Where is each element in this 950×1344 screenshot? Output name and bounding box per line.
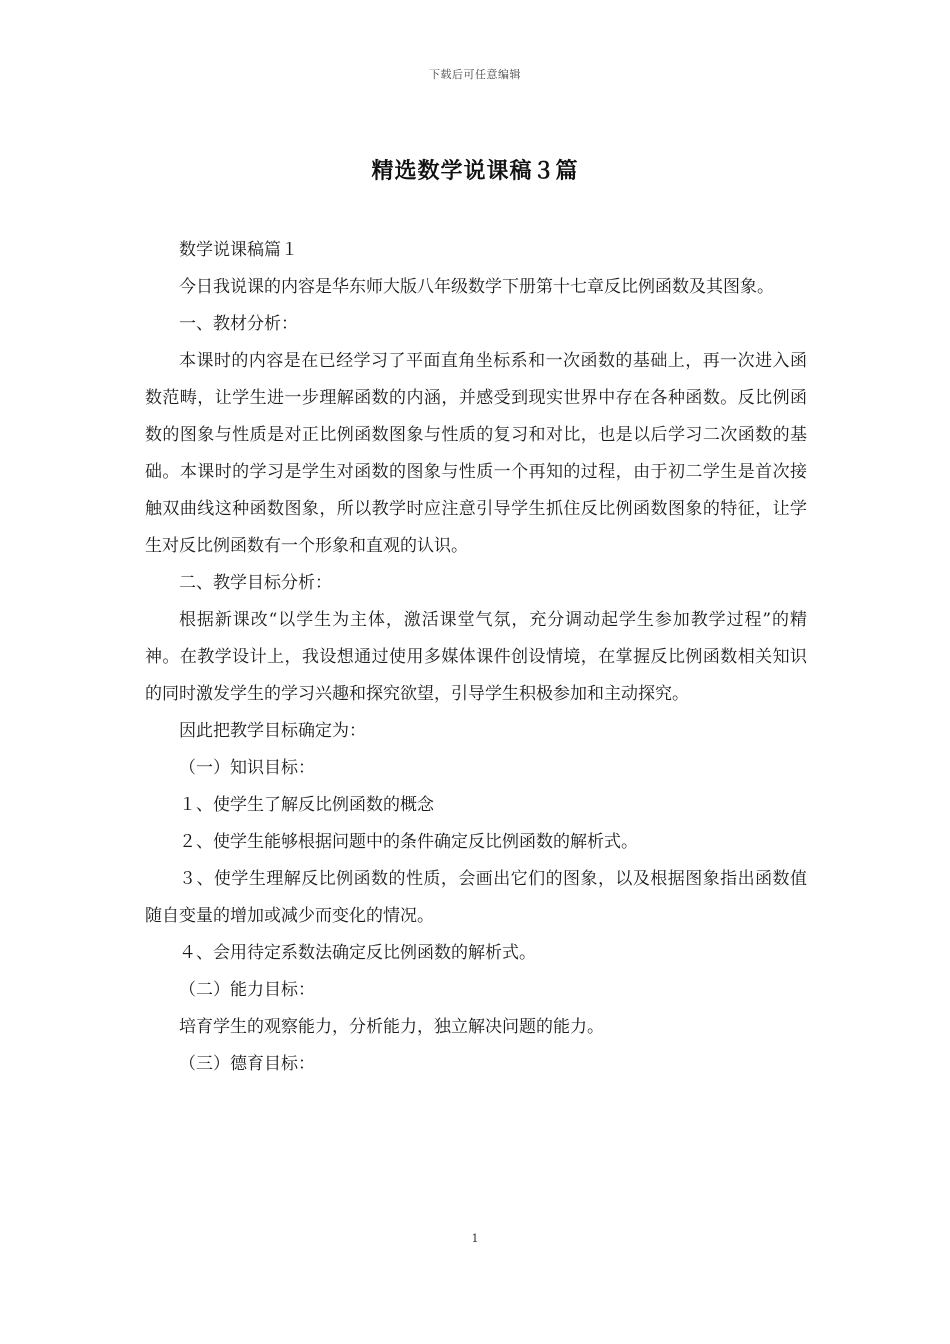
list-item-4: ４、会用待定系数法确定反比例函数的解析式。 (179, 943, 536, 963)
page-header: 下载后可任意编辑 (429, 68, 521, 81)
section-heading-goals: 二、教学目标分析： (179, 573, 332, 593)
list-item-1: １、使学生了解反比例函数的概念 (179, 795, 434, 815)
subheading-moral: （三）德育目标： (179, 1054, 315, 1074)
paragraph-material: 本课时的内容是在已经学习了平面直角坐标系和一次函数的基础上，再一次进入函数范畴，让学生进一步理解函数的内涵，并感受到现实世界中存在各种函数。反比例函数的图象与性质是对正比例函数图象与性质的复习和对比，也是以后学习二次函数的基础。本课时的学习是学生对函数的图象与性质一个再知的过程，由于初二学生是首次接触双曲线这种函数图象，所以教学时应注意引导学生抓住反比例函数图象的特征，让学生对反比例函数有一个形象和直观的认识。 (145, 351, 807, 556)
page-number: 1 (471, 1232, 479, 1245)
subheading-knowledge: （一）知识目标： (179, 758, 315, 778)
paragraph-ability: 培育学生的观察能力，分析能力，独立解决问题的能力。 (179, 1017, 604, 1037)
document-title: 精选数学说课稿３篇 (371, 159, 579, 184)
section-heading-1: 数学说课稿篇１ (179, 240, 298, 260)
paragraph-goals-intro: 因此把教学目标确定为： (179, 721, 366, 741)
list-item-2: ２、使学生能够根据问题中的条件确定反比例函数的解析式。 (179, 832, 638, 852)
document-body (145, 232, 807, 1083)
list-item-3: ３、使学生理解反比例函数的性质，会画出它们的图象，以及根据图象指出函数值随自变量的增加或减少而变化的情况。 (145, 869, 807, 926)
paragraph-intro: 今日我说课的内容是华东师大版八年级数学下册第十七章反比例函数及其图象。 (179, 277, 774, 297)
section-heading-material: 一、教材分析： (179, 314, 298, 334)
paragraph-goals: 根据新课改“以学生为主体，激活课堂气氛，充分调动起学生参加教学过程”的精神。在教学设计上，我设想通过使用多媒体课件创设情境，在掌握反比例函数相关知识的同时激发学生的学习兴趣和探究欲望，引导学生积极参加和主动探究。 (145, 610, 807, 704)
subheading-ability: （二）能力目标： (179, 980, 315, 1000)
